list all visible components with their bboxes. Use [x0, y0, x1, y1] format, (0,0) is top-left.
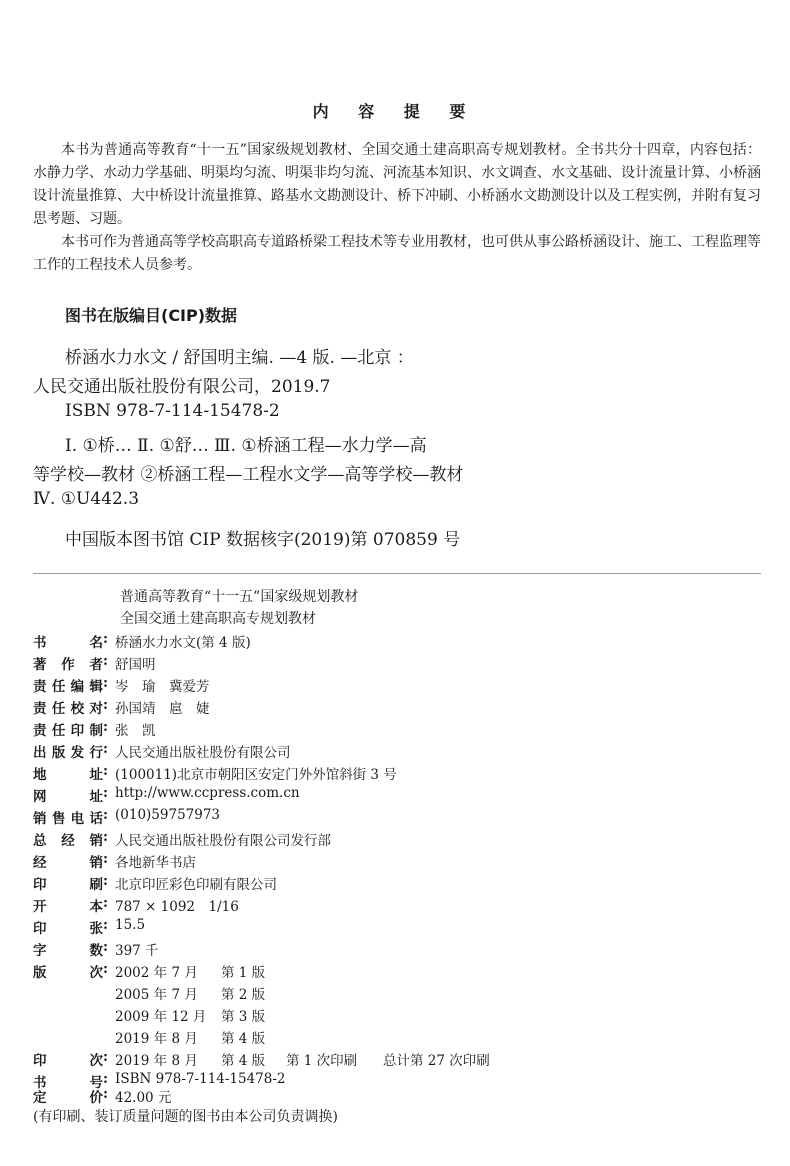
- info-label: 书号: [33, 1075, 103, 1091]
- info-colon: :: [103, 741, 108, 757]
- info-label: 责任编辑: [33, 679, 103, 695]
- info-colon: :: [103, 807, 108, 823]
- info-colon: :: [103, 917, 108, 933]
- edition-number: 第 3 版: [221, 1009, 266, 1025]
- info-label: 网址: [33, 789, 103, 805]
- info-value: 桥涵水力水文(第 4 版): [115, 635, 251, 651]
- info-colon: :: [103, 675, 108, 691]
- info-colon: :: [103, 719, 108, 735]
- info-colon: :: [103, 631, 108, 647]
- info-value: 张 凯: [115, 723, 156, 739]
- series-name: 全国交通土建高职高专规划教材: [120, 611, 316, 627]
- summary-paragraph-2: 本书可作为普通高等学校高职高专道路桥梁工程技术等专业用教材，也可供从事公路桥涵设计、施工、工程监理等工作的工程技术人员参考。: [33, 234, 761, 273]
- info-value: 787 × 1092 1/16: [115, 899, 239, 915]
- info-value: 各地新华书店: [115, 855, 196, 871]
- info-value: (100011)北京市朝阳区安定门外外馆斜街 3 号: [115, 767, 397, 783]
- info-value: 人民交通出版社股份有限公司发行部: [115, 833, 331, 849]
- info-colon: :: [103, 829, 108, 845]
- info-label: 地址: [33, 767, 103, 783]
- info-value: 人民交通出版社股份有限公司: [115, 745, 291, 761]
- info-label: 著作者: [33, 657, 103, 673]
- printing-number: 第 1 次印刷: [286, 1053, 358, 1069]
- info-value: (010)59757973: [115, 807, 221, 823]
- info-value: 岑 瑜 冀爱芳: [115, 679, 210, 695]
- info-colon: :: [103, 785, 108, 801]
- info-colon: :: [103, 1086, 108, 1102]
- printing-edition: 第 4 版: [221, 1053, 266, 1069]
- edition-date: 2005 年 7 月: [115, 987, 198, 1003]
- info-label: 总经销: [33, 833, 103, 849]
- quality-note: (有印刷、装订质量问题的图书由本公司负责调换): [33, 1109, 338, 1125]
- info-colon: :: [103, 961, 108, 977]
- edition-date: 2019 年 8 月: [115, 1031, 198, 1047]
- info-value: 15.5: [115, 917, 146, 933]
- info-colon: :: [103, 1049, 108, 1065]
- cip-heading: 图书在版编目(CIP)数据: [65, 306, 238, 325]
- summary-title: 内 容 提 要: [312, 102, 478, 121]
- info-label: 印次: [33, 1053, 103, 1069]
- info-label: 印刷: [33, 877, 103, 893]
- edition-number: 第 1 版: [221, 965, 266, 981]
- info-label: 出版发行: [33, 745, 103, 761]
- cip-line: Ⅰ. ①桥… Ⅱ. ①舒… Ⅲ. ①桥涵工程—水力学—高: [65, 436, 427, 456]
- cip-line: 等学校—教材 ②桥涵工程—工程水文学—高等学校—教材: [33, 465, 464, 485]
- info-label: 开本: [33, 899, 103, 915]
- series-name: 普通高等教育“十一五”国家级规划教材: [120, 589, 359, 605]
- summary-paragraph-1: 本书为普通高等教育“十一五”国家级规划教材、全国交通土建高职高专规划教材。全书共分十四章，内容包括：水静力学、水动力学基础、明渠均匀流、明渠非均匀流、河流基本知识、水文调查、水文基础、设计流量计算、小桥涵设计流量推算、大中桥设计流量推算、路基水文勘测设计、桥下冲刷、小桥涵水文勘测设计以及工程实例，并附有复习思考题、习题。: [33, 142, 761, 227]
- edition-date: 2002 年 7 月: [115, 965, 198, 981]
- info-value: ISBN 978-7-114-15478-2: [115, 1071, 286, 1087]
- info-label: 责任印制: [33, 723, 103, 739]
- info-value: http://www.ccpress.com.cn: [115, 785, 300, 801]
- printing-total: 总计第 27 次印刷: [383, 1053, 490, 1069]
- info-label: 责任校对: [33, 701, 103, 717]
- info-colon: :: [103, 763, 108, 779]
- edition-date: 2009 年 12 月: [115, 1009, 207, 1025]
- printing-date: 2019 年 8 月: [115, 1053, 198, 1069]
- cip-line: Ⅳ. ①U442.3: [33, 489, 140, 509]
- cip-isbn: ISBN 978-7-114-15478-2: [65, 401, 280, 421]
- edition-number: 第 2 版: [221, 987, 266, 1003]
- info-value: 397 千: [115, 943, 159, 959]
- info-colon: :: [103, 1071, 108, 1087]
- info-colon: :: [103, 873, 108, 889]
- info-label: 销售电话: [33, 811, 103, 827]
- info-colon: :: [103, 697, 108, 713]
- info-label: 定价: [33, 1090, 103, 1106]
- info-colon: :: [103, 895, 108, 911]
- cip-line: 人民交通出版社股份有限公司，2019.7: [33, 377, 331, 397]
- info-label: 书名: [33, 635, 103, 651]
- info-value: 孙国靖 扈 婕: [115, 701, 210, 717]
- info-value: 舒国明: [115, 657, 156, 673]
- info-colon: :: [103, 653, 108, 669]
- info-colon: :: [103, 851, 108, 867]
- info-label: 字数: [33, 943, 103, 959]
- cip-record-number: 中国版本图书馆 CIP 数据核字(2019)第 070859 号: [65, 530, 461, 550]
- section-divider: [33, 573, 761, 574]
- info-value: 42.00 元: [115, 1090, 172, 1106]
- info-label: 经销: [33, 855, 103, 871]
- info-label: 版次: [33, 965, 103, 981]
- cip-line: 桥涵水力水文 / 舒国明主编. —4 版. —北京 ：: [65, 348, 414, 368]
- info-label: 印张: [33, 921, 103, 937]
- edition-number: 第 4 版: [221, 1031, 266, 1047]
- info-colon: :: [103, 939, 108, 955]
- info-value: 北京印匠彩色印刷有限公司: [115, 877, 277, 893]
